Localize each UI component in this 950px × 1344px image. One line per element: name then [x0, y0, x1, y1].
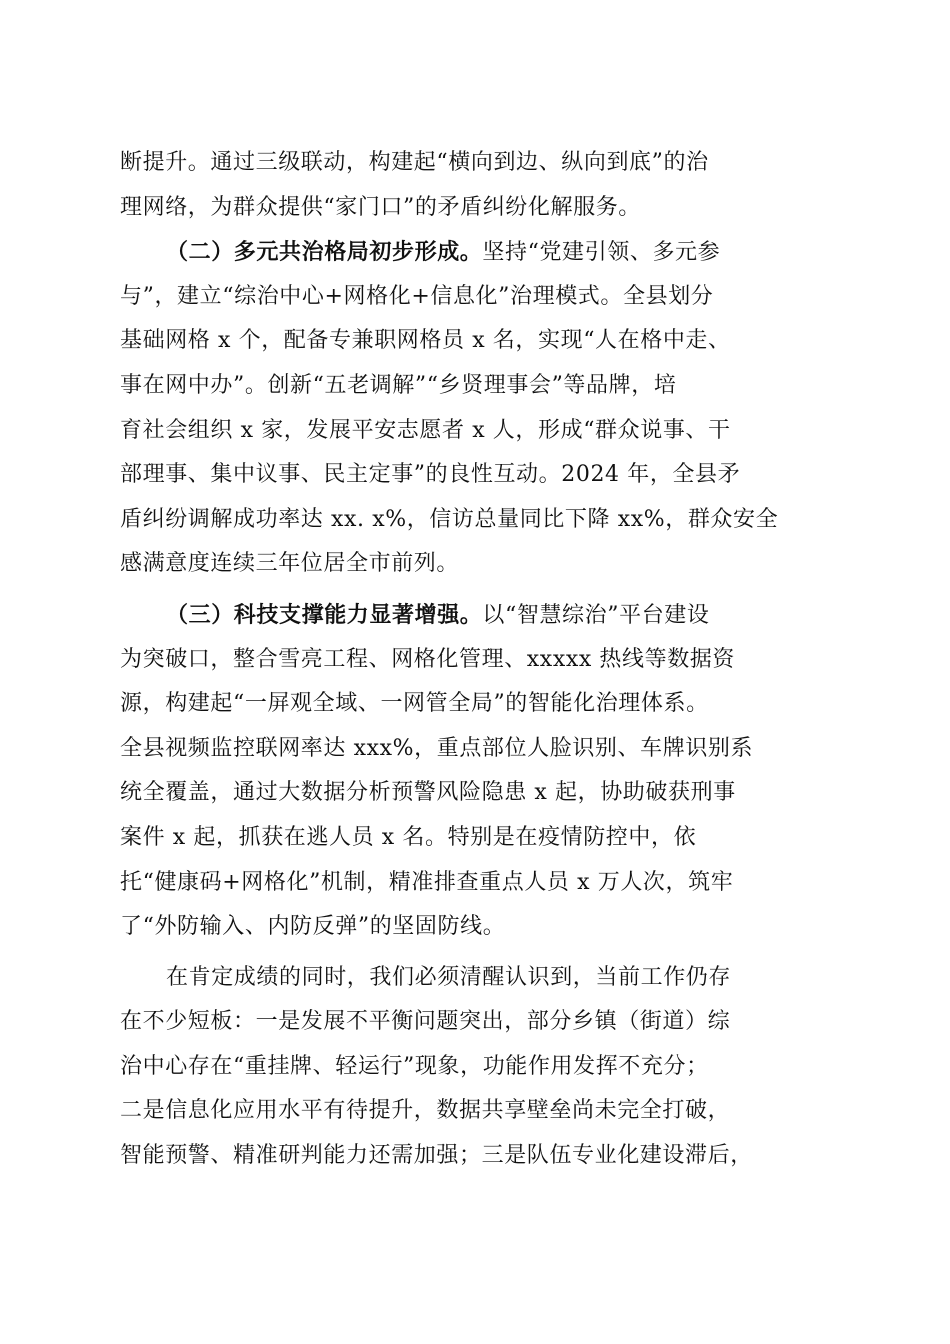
paragraph-3-line-2: 为突破口，整合雪亮工程、网格化管理、xxxxx 热线等数据资 — [120, 646, 736, 672]
paragraph-2-line-1 — [120, 230, 832, 275]
paragraph-3-line-1-text: 以“智慧综治”平台建设 — [482, 602, 710, 628]
paragraph-2-line-3: 基础网格 x 个，配备专兼职网格员 x 名，实现“人在格中走、 — [120, 328, 731, 354]
paragraph-2-line-1-text: 坚持“党建引领、多元参 — [482, 240, 721, 266]
paragraph-3-heading: （三）科技支撑能力显著增强。 — [166, 601, 483, 628]
paragraph-4-line-4: 二是信息化应用水平有待提升，数据共享壁垒尚未完全打破， — [120, 1098, 731, 1124]
paragraph-3-line-3: 源，构建起“一屏观全域、一网管全局”的智能化治理体系。 — [120, 691, 709, 717]
paragraph-3-line-6: 案件 x 起，抓获在逃人员 x 名。特别是在疫情防控中，依 — [120, 824, 697, 850]
paragraph-1-line-1: 断提升。通过三级联动，构建起“横向到边、纵向到底”的治 — [120, 150, 709, 175]
paragraph-2-line-6: 部理事、集中议事、民主定事”的良性互动。2024 年，全县矛 — [120, 462, 741, 488]
paragraph-3-line-7: 托“健康码+网格化”机制，精准排查重点人员 x 万人次，筑牢 — [120, 869, 734, 895]
paragraph-3-line-8: 了“外防输入、内防反弹”的坚固防线。 — [120, 914, 506, 940]
document-body — [120, 141, 832, 1179]
paragraph-3-line-4: 全县视频监控联网率达 xxx%，重点部位人脸识别、车牌识别系 — [120, 735, 754, 761]
paragraph-3-line-1 — [120, 593, 832, 638]
paragraph-2-line-7: 盾纠纷调解成功率达 xx. x%，信访总量同比下降 xx%，群众安全 — [120, 506, 779, 532]
paragraph-2-line-5: 育社会组织 x 家，发展平安志愿者 x 人，形成“群众说事、干 — [120, 417, 731, 443]
paragraph-2-line-4: 事在网中办”。创新“五老调解”“乡贤理事会”等品牌，培 — [120, 372, 677, 398]
paragraph-1-line-2: 理网络，为群众提供“家门口”的矛盾纠纷化解服务。 — [120, 194, 641, 220]
paragraph-4-line-1: 在肯定成绩的同时，我们必须清醒认识到，当前工作仍存 — [166, 964, 732, 990]
paragraph-3-line-5: 统全覆盖，通过大数据分析预警风险隐患 x 起，协助破获刑事 — [120, 780, 736, 806]
paragraph-4-line-2: 在不少短板：一是发展不平衡问题突出，部分乡镇（街道）综 — [120, 1009, 731, 1035]
paragraph-2-heading: （二）多元共治格局初步形成。 — [166, 239, 483, 266]
paragraph-2-line-8: 感满意度连续三年位居全市前列。 — [120, 551, 460, 577]
paragraph-4-line-5: 智能预警、精准研判能力还需加强；三是队伍专业化建设滞后， — [120, 1143, 753, 1169]
paragraph-4-line-3: 治中心存在“重挂牌、轻运行”现象，功能作用发挥不充分； — [120, 1053, 709, 1079]
paragraph-2-line-2: 与”，建立“综治中心+网格化+信息化”治理模式。全县划分 — [120, 283, 714, 309]
